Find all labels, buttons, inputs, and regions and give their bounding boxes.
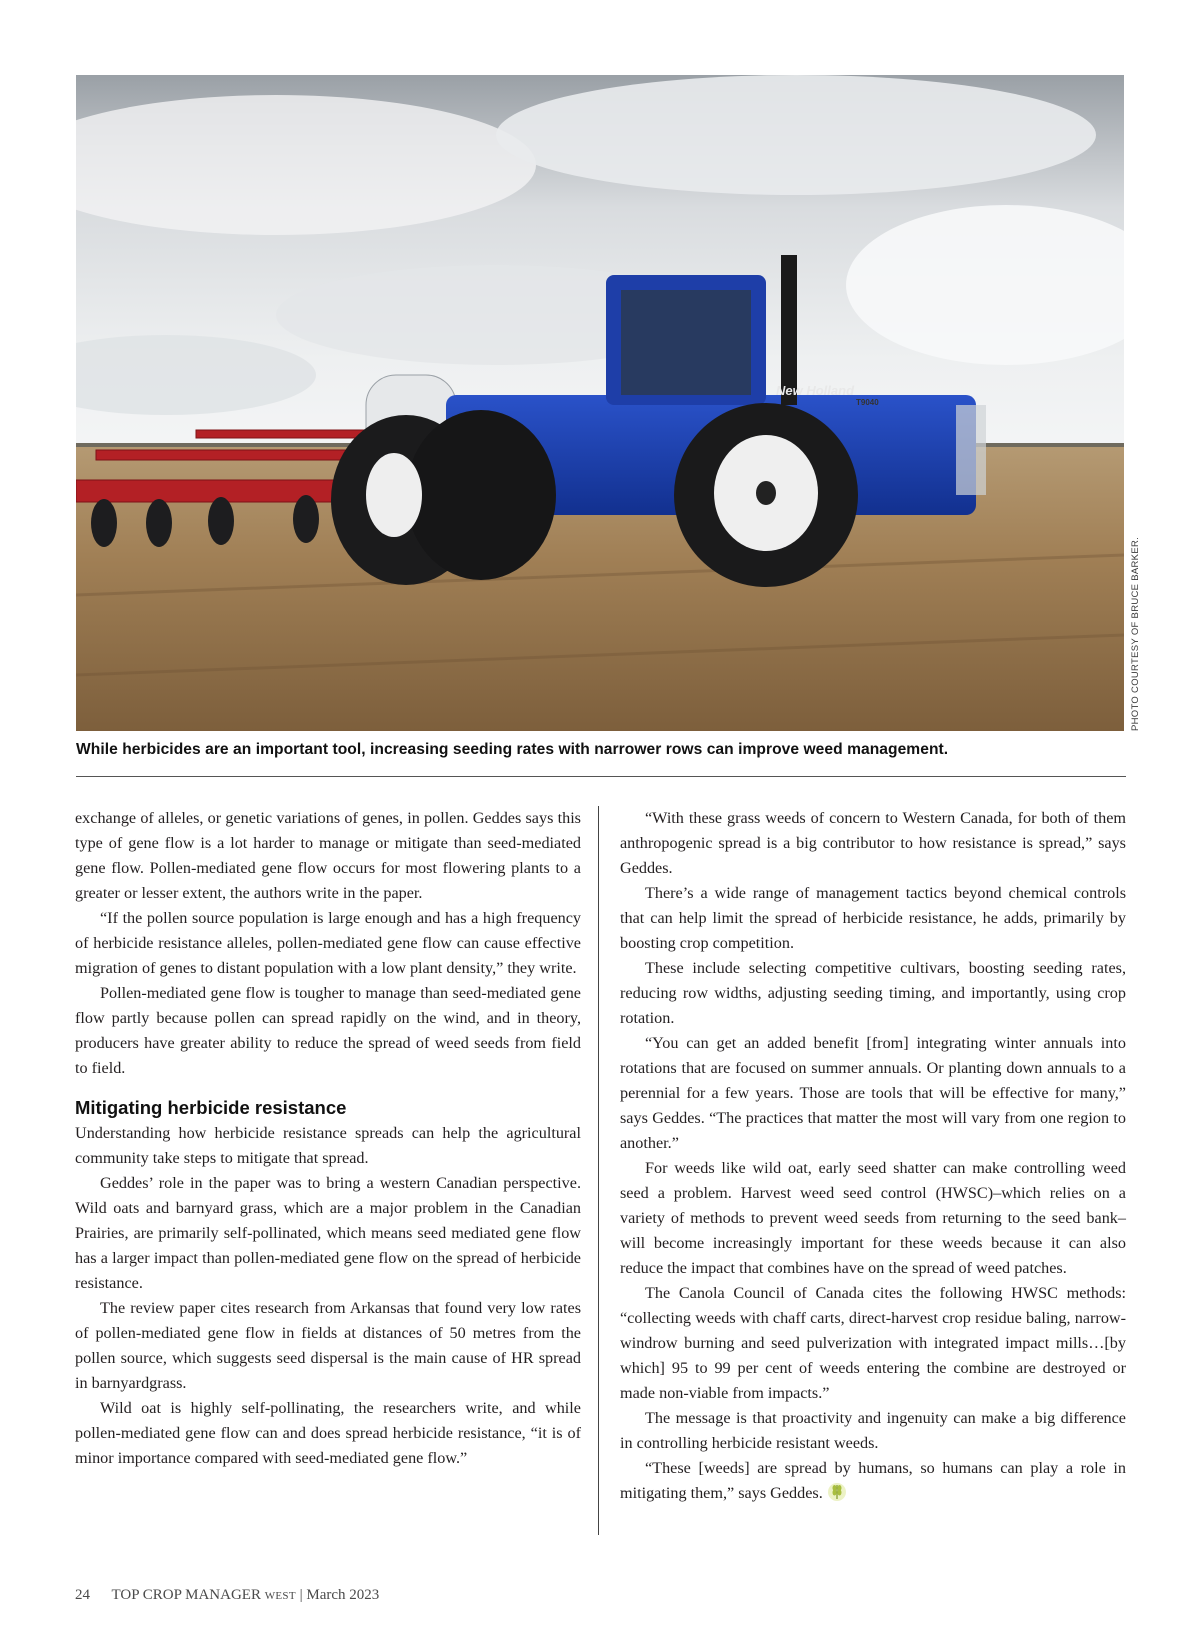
photo-credit: PHOTO COURTESY OF BRUCE BARKER.: [1130, 536, 1141, 731]
magazine-name: TOP CROP MANAGER: [111, 1587, 261, 1603]
page-number: 24: [75, 1587, 90, 1603]
model-text: T9040: [856, 398, 879, 407]
left-column: [75, 806, 581, 1471]
paragraph: exchange of alleles, or genetic variations of genes, in pollen. Geddes says this type of gene flow is a lot harder to manage or mitigate than seed-mediated gene flow. Pollen-mediated gene flow occurs for most flowering plants to a greater or lesser extent, the authors write in the paper.: [75, 809, 581, 902]
paragraph: The Canola Council of Canada cites the following HWSC methods: “collecting weeds with chaff carts, direct-harvest crop residue baling, narrow-windrow burning and seed pulverization with integrated impact mills…[by which] 95 to 99 per cent of weeds entering the combine are destroyed or made non-viable from impacts.”: [620, 1284, 1126, 1402]
paragraph: The review paper cites research from Arkansas that found very low rates of pollen-mediated gene flow in fields at distances of 50 metres from the pollen source, which suggests seed dispersal is the main cause of HR spread in barnyardgrass.: [75, 1299, 581, 1392]
column-divider: [598, 806, 599, 1535]
paragraph: “You can get an added benefit [from] integrating winter annuals into rotations that are focused on summer annuals. Or planting down annuals to a perennial for a few years. Those are tools that will be effective for many,” says Geddes. “The practices that matter the most will vary from one region to another.”: [620, 1034, 1126, 1152]
section-heading: Mitigating herbicide resistance: [75, 1097, 347, 1118]
right-column: [620, 806, 1126, 1506]
magazine-edition: WEST: [264, 1590, 296, 1602]
caption-divider: [76, 776, 1126, 777]
paragraph-last-text: “These [weeds] are spread by humans, so humans can play a role in mitigating them,” says Geddes.: [620, 1459, 1126, 1502]
paragraph-last: [620, 1456, 1126, 1506]
paragraph: There’s a wide range of management tactics beyond chemical controls that can help limit the spread of herbicide resistance, he adds, primarily by boosting crop competition.: [620, 884, 1126, 952]
paragraph: The message is that proactivity and ingenuity can make a big difference in controlling herbicide resistant weeds.: [620, 1409, 1126, 1452]
paragraph: For weeds like wild oat, early seed shatter can make controlling weed seed a problem. Harvest weed seed control (HWSC)–which relies on a variety of methods to prevent weed seeds from returning to the seed bank–will become increasingly important for these weeds because it can also reduce the impact that combines have on the spread of weed patches.: [620, 1159, 1126, 1277]
brand-text: New Holland: [776, 383, 855, 398]
paragraph: Pollen-mediated gene flow is tougher to manage than seed-mediated gene flow partly because pollen can spread rapidly on the wind, and in theory, producers have greater ability to reduce the spread of weed seeds from field to field.: [75, 984, 581, 1077]
paragraph: Wild oat is highly self-pollinating, the researchers write, and while pollen-mediated gene flow can and does spread herbicide resistance, “it is of minor importance compared with seed-mediated gene flow.”: [75, 1399, 581, 1467]
paragraph: Understanding how herbicide resistance spreads can help the agricultural community take steps to mitigate that spread.: [75, 1124, 581, 1167]
paragraph: These include selecting competitive cultivars, boosting seeding rates, reducing row widths, adjusting seeding timing, and importantly, using crop rotation.: [620, 959, 1126, 1027]
page-footer: [75, 1587, 379, 1604]
photo-caption: While herbicides are an important tool, increasing seeding rates with narrower rows can improve weed management.: [76, 741, 949, 758]
paragraph: Geddes’ role in the paper was to bring a western Canadian perspective. Wild oats and barnyard grass, which are a major problem in the Canadian Prairies, are primarily self-pollinated, which means seed mediated gene flow has a larger impact than pollen-mediated gene flow on the spread of herbicide resistance.: [75, 1174, 581, 1292]
footer-separator: |: [299, 1587, 303, 1603]
paragraph: “With these grass weeds of concern to Western Canada, for both of them anthropogenic spread is a big contributor to how resistance is spread,” says Geddes.: [620, 809, 1126, 877]
paragraph: “If the pollen source population is large enough and has a high frequency of herbicide resistance alleles, pollen-mediated gene flow can cause effective migration of genes to distant population with a low plant density,” they write.: [75, 909, 581, 977]
issue-date: March 2023: [306, 1587, 380, 1603]
wheat-end-mark-icon: [827, 1482, 847, 1502]
tractor-photo: [76, 75, 1124, 731]
